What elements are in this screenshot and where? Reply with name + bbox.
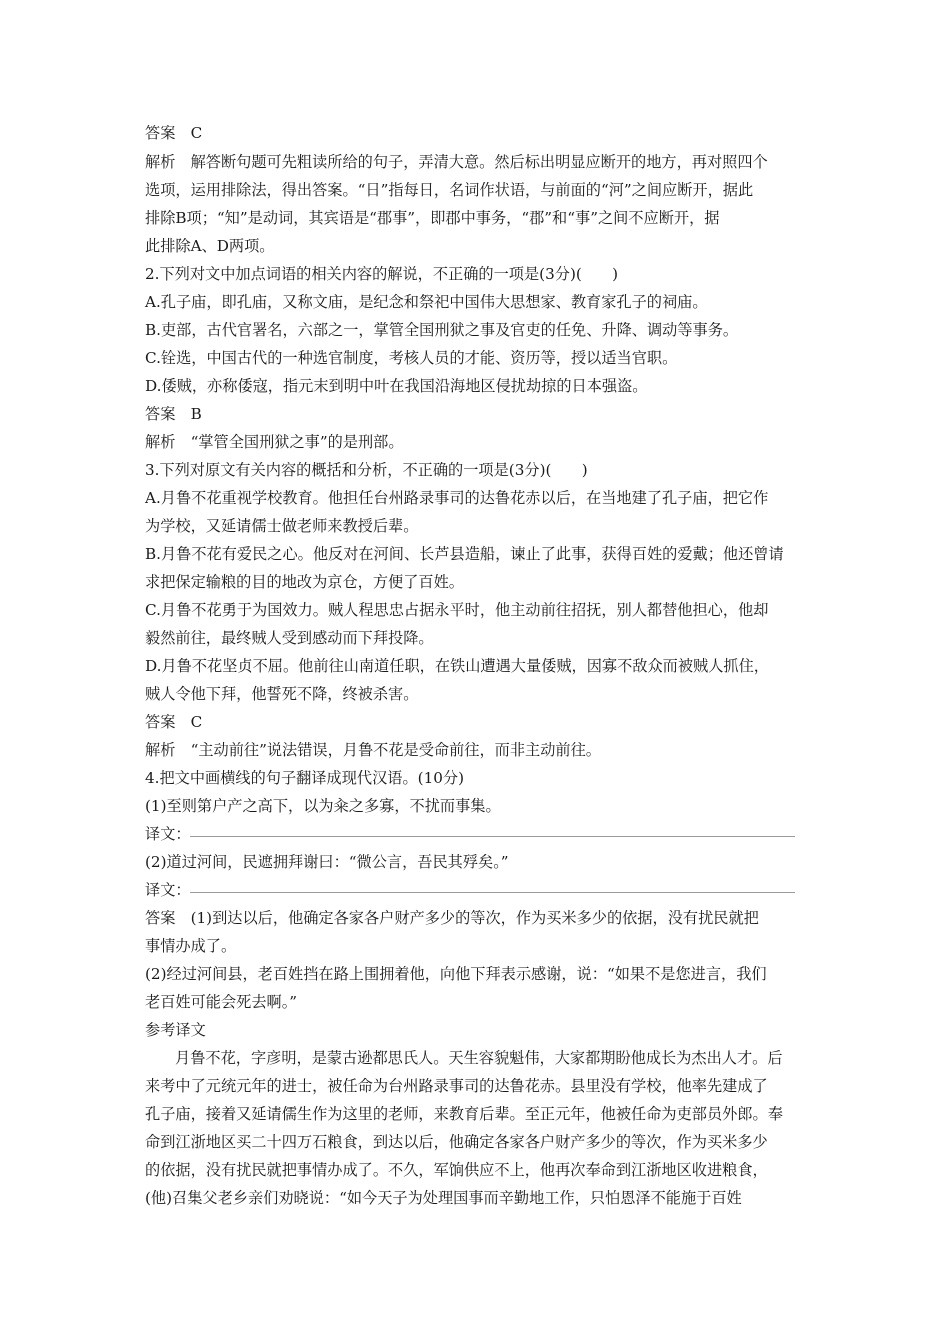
text-line: 答案 C xyxy=(145,713,203,731)
translation-blank xyxy=(190,892,795,893)
text-line: 孔子庙，接着又延请儒生作为这里的老师，来教育后辈。至正元年，他被任命为吏部员外郎。奉 xyxy=(145,1105,783,1123)
text-line: 解析 “掌管全国刑狱之事”的是刑部。 xyxy=(145,433,404,451)
option-line: 贼人令他下拜，他誓死不降，终被杀害。 xyxy=(145,685,419,703)
option-line: D.倭贼，亦称倭寇，指元末到明中叶在我国沿海地区侵扰劫掠的日本强盗。 xyxy=(145,377,648,395)
option-line: 毅然前往，最终贼人受到感动而下拜投降。 xyxy=(145,629,434,647)
option-line: C.铨选，中国古代的一种选官制度，考核人员的才能、资历等，授以适当官职。 xyxy=(145,349,678,367)
text-line: 来考中了元统元年的进士，被任命为台州路录事司的达鲁花赤。县里没有学校，他率先建成了 xyxy=(145,1077,768,1095)
translation-label: 译文： xyxy=(145,881,191,899)
text-line: 排除B项；“知”是动词，其宾语是“郡事”，即郡中事务，“郡”和“事”之间不应断开，据 xyxy=(145,209,720,227)
text-line: 解析 解答断句题可先粗读所给的句子，弄清大意。然后标出明显应断开的地方，再对照四个 xyxy=(145,153,768,171)
section-heading: 参考译文 xyxy=(145,1021,206,1039)
question-heading: 4.把文中画横线的句子翻译成现代汉语。(10分) xyxy=(145,769,465,787)
option-line: 为学校，又延请儒士做老师来教授后辈。 xyxy=(145,517,419,535)
text-line: (2)道过河间，民遮拥拜谢曰：“微公言，吾民其殍矣。” xyxy=(145,853,509,871)
option-line: D.月鲁不花坚贞不屈。他前往山南道任职，在铁山遭遇大量倭贼，因寡不敌众而被贼人抓住， xyxy=(145,657,769,675)
text-line: (1)至则第户产之高下，以为籴之多寡，不扰而事集。 xyxy=(145,797,501,815)
text-line: 命到江浙地区买二十四万石粮食，到达以后，他确定各家各户财产多少的等次，作为买米多少 xyxy=(145,1133,768,1151)
text-line: (2)经过河间县，老百姓挡在路上围拥着他，向他下拜表示感谢，说：“如果不是您进言，我们 xyxy=(145,965,767,983)
translation-blank xyxy=(190,836,795,837)
option-line: 求把保定输粮的目的地改为京仓，方便了百姓。 xyxy=(145,573,464,591)
text-line: 事情办成了。 xyxy=(145,937,237,955)
text-line: 此排除A、D两项。 xyxy=(145,237,275,255)
option-line: A.孔子庙，即孔庙，又称文庙，是纪念和祭祀中国伟大思想家、教育家孔子的祠庙。 xyxy=(145,293,708,311)
option-line: C.月鲁不花勇于为国效力。贼人程思忠占据永平时，他主动前往招抚，别人都替他担心，他却 xyxy=(145,601,769,619)
text-line: 选项，运用排除法，得出答案。“日”指每日，名词作状语，与前面的“河”之间应断开，据此 xyxy=(145,181,754,199)
option-line: A.月鲁不花重视学校教育。他担任台州路录事司的达鲁花赤以后，在当地建了孔子庙，把它作 xyxy=(145,489,769,507)
text-line: (他)召集父老乡亲们劝晓说：“如今天子为处理国事而辛勤地工作，只怕恩泽不能施于百姓 xyxy=(145,1189,742,1207)
question-heading: 2.下列对文中加点词语的相关内容的解说，不正确的一项是(3分)( ) xyxy=(145,265,619,283)
option-line: B.月鲁不花有爱民之心。他反对在河间、长芦县造船，谏止了此事，获得百姓的爱戴；他还曾请 xyxy=(145,545,784,563)
text-line: 答案 C xyxy=(145,124,203,142)
option-line: B.吏部，古代官署名，六部之一，掌管全国刑狱之事及官吏的任免、升降、调动等事务。 xyxy=(145,321,739,339)
text-line: 答案 (1)到达以后，他确定各家各户财产多少的等次，作为买米多少的依据，没有扰民就把 xyxy=(145,909,759,927)
text-line: 答案 B xyxy=(145,405,202,423)
text-line: 老百姓可能会死去啊。” xyxy=(145,993,298,1011)
text-line: 解析 “主动前往”说法错误，月鲁不花是受命前往，而非主动前往。 xyxy=(145,741,601,759)
text-line: 月鲁不花，字彦明，是蒙古逊都思氏人。天生容貌魁伟，大家都期盼他成长为杰出人才。后 xyxy=(175,1049,783,1067)
question-heading: 3.下列对原文有关内容的概括和分析，不正确的一项是(3分)( ) xyxy=(145,461,588,479)
text-line: 的依据，没有扰民就把事情办成了。不久，军饷供应不上，他再次奉命到江浙地区收进粮食， xyxy=(145,1161,768,1179)
translation-label: 译文： xyxy=(145,825,191,843)
